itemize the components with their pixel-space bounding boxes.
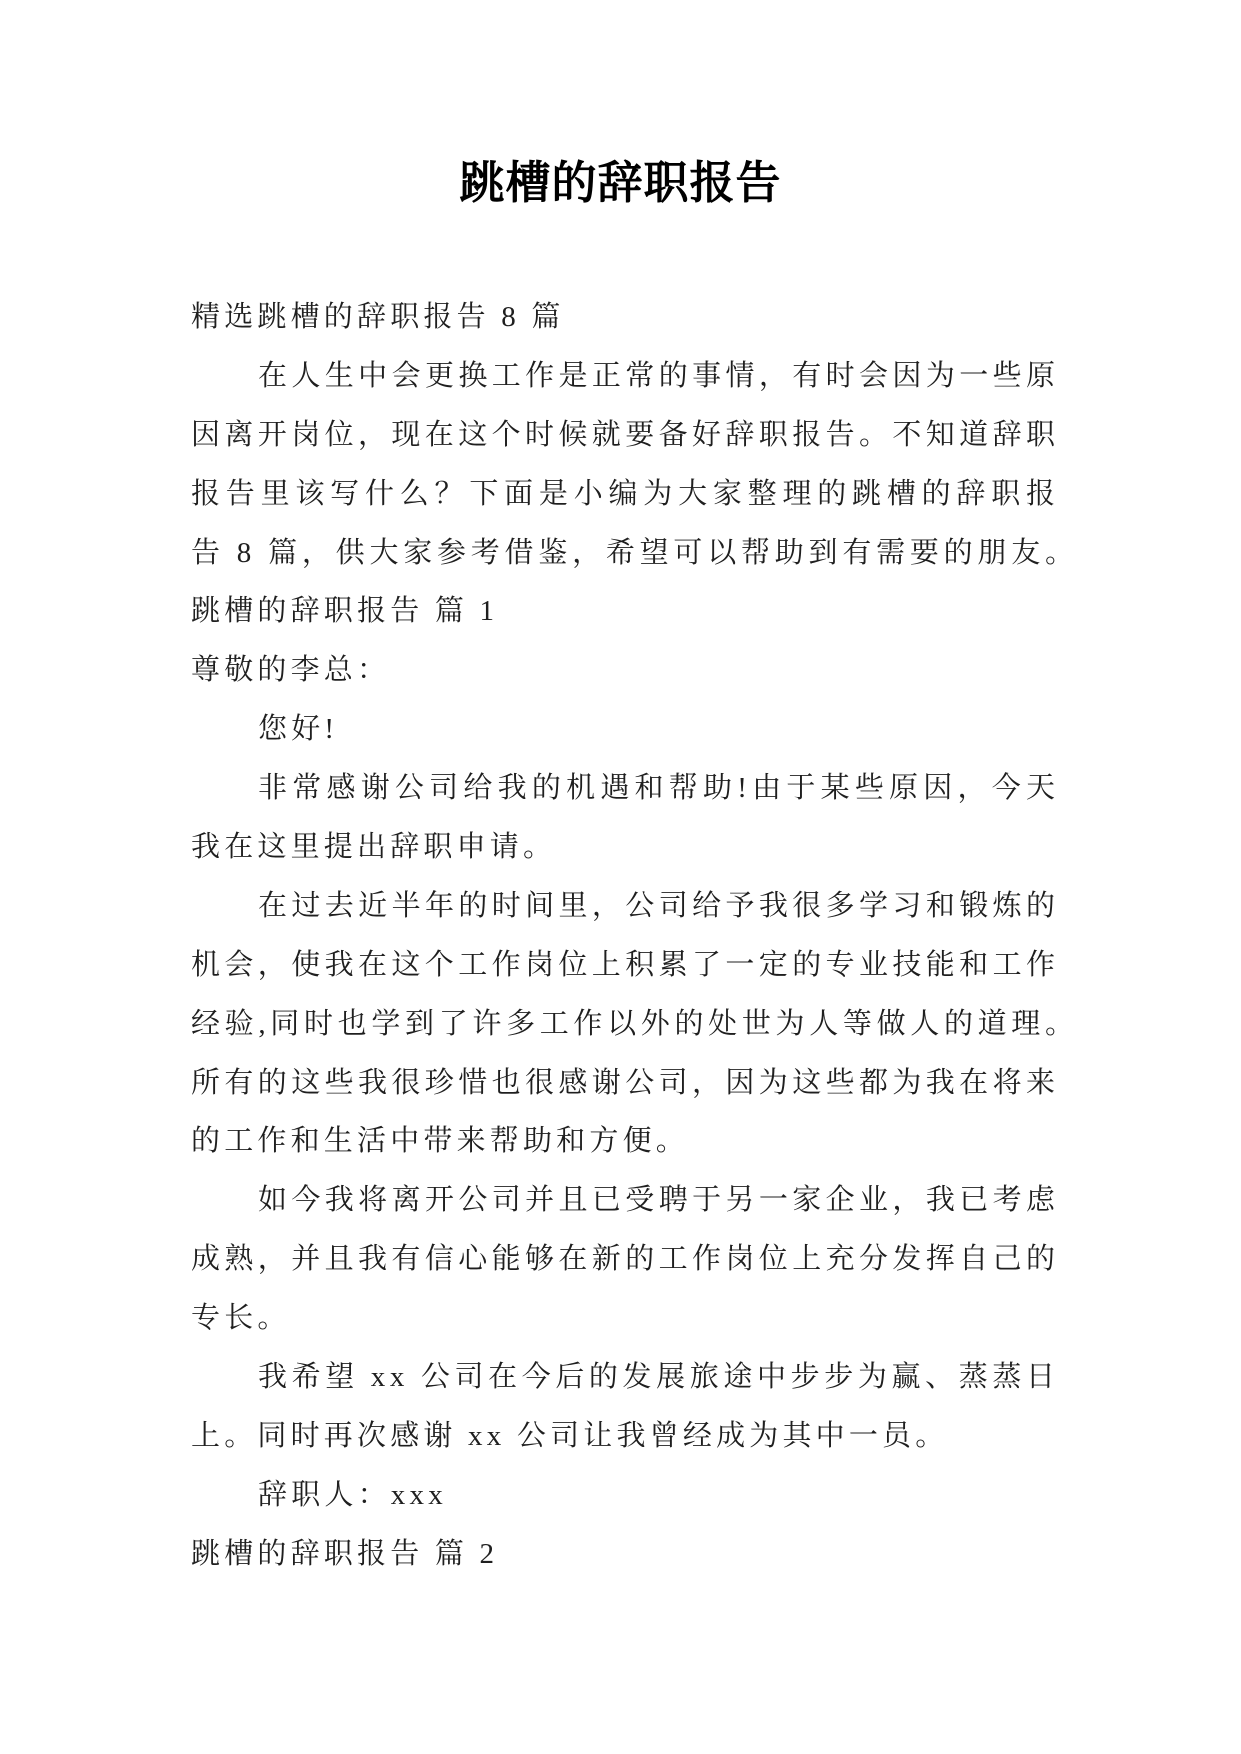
document-title: 跳槽的辞职报告: [459, 158, 782, 208]
paragraph-line: 我在这里提出辞职申请。: [191, 831, 557, 864]
paragraph-line: 成熟，并且我有信心能够在新的工作岗位上充分发挥自己的: [191, 1243, 1060, 1276]
paragraph-line: 的工作和生活中带来帮助和方便。: [191, 1125, 689, 1158]
intro-heading: 精选跳槽的辞职报告 8 篇: [191, 301, 565, 333]
paragraph-line: 专长。: [191, 1302, 291, 1335]
section-heading: 跳槽的辞职报告 篇 2: [191, 1537, 499, 1570]
paragraph-line: 在人生中会更换工作是正常的事情，有时会因为一些原: [258, 359, 1060, 392]
signature-line: 辞职人：xxx: [258, 1478, 447, 1511]
greeting-line: 您好!: [258, 713, 339, 746]
paragraph-line: 所有的这些我很珍惜也很感谢公司，因为这些都为我在将来: [191, 1066, 1060, 1099]
paragraph-line: 在过去近半年的时间里，公司给予我很多学习和锻炼的: [258, 889, 1060, 922]
paragraph-line: 经验,同时也学到了许多工作以外的处世为人等做人的道理。: [191, 1007, 1079, 1040]
paragraph-line: 机会，使我在这个工作岗位上积累了一定的专业技能和工作: [191, 948, 1060, 981]
paragraph-line: 非常感谢公司给我的机遇和帮助!由于某些原因，今天: [258, 772, 1061, 805]
paragraph-line: 因离开岗位，现在这个时候就要备好辞职报告。不知道辞职: [191, 418, 1060, 451]
salutation: 尊敬的李总：: [191, 654, 391, 687]
section-heading: 跳槽的辞职报告 篇 1: [191, 595, 499, 628]
paragraph-line: 告 8 篇，供大家参考借鉴，希望可以帮助到有需要的朋友。: [191, 536, 1079, 569]
document-body: [191, 288, 1091, 1584]
paragraph-line: 报告里该写什么？下面是小编为大家整理的跳槽的辞职报: [191, 477, 1061, 510]
paragraph-line: 如今我将离开公司并且已受聘于另一家企业，我已考虑: [258, 1184, 1060, 1217]
paragraph-line: 上。同时再次感谢 xx 公司让我曾经成为其中一员。: [191, 1419, 949, 1452]
paragraph-line: 我希望 xx 公司在今后的发展旅途中步步为赢、蒸蒸日: [258, 1361, 1060, 1394]
